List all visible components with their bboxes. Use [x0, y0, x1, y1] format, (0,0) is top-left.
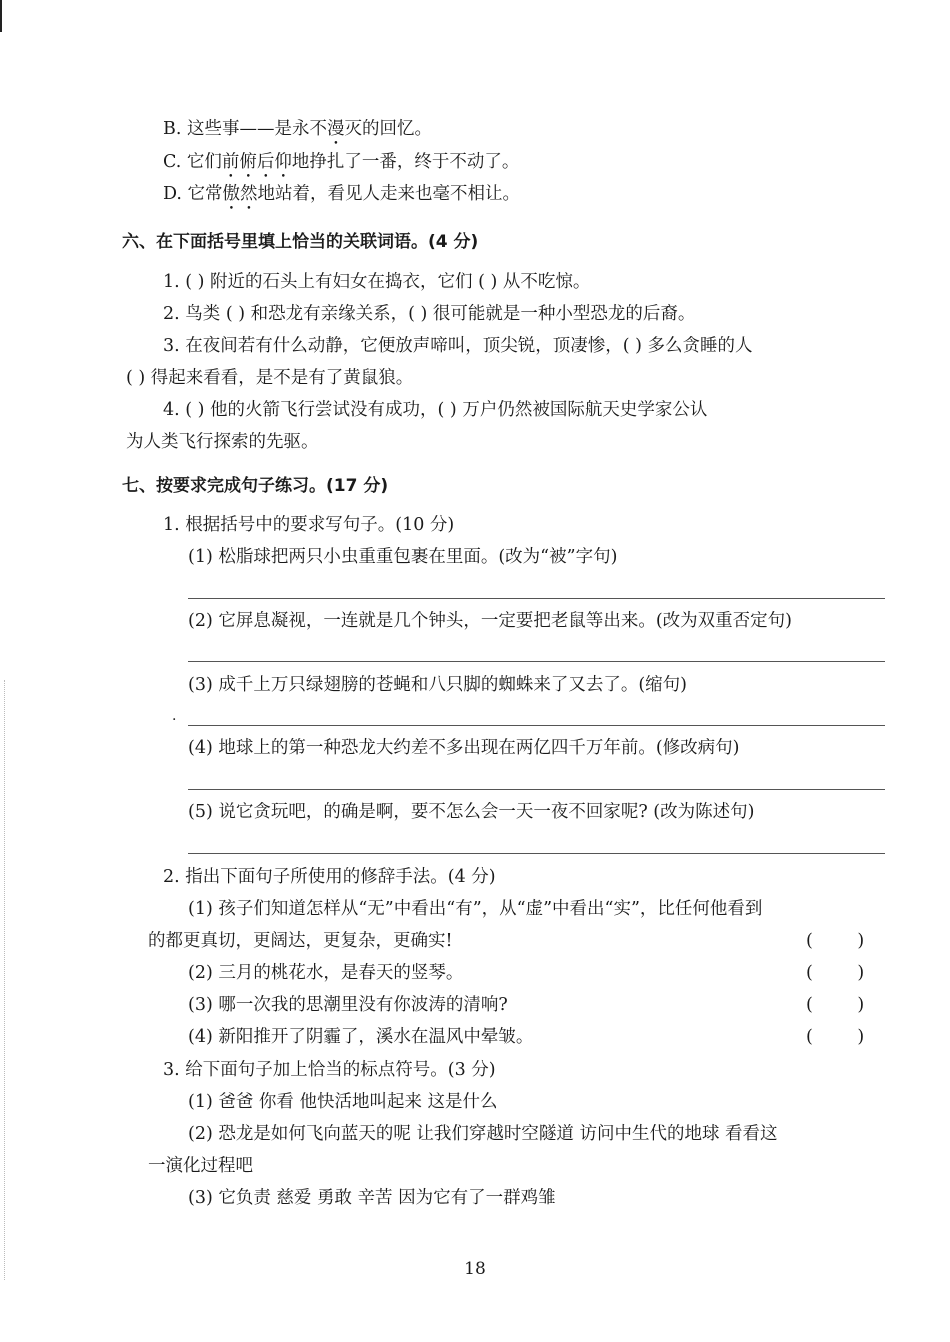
s7-p3-item-1: (1) 爸爸 你看 他快活地叫起来 这是什么 [188, 1092, 498, 1112]
s6-question-3b: ( ) 得起来看看，是不是有了黄鼠狼。 [126, 368, 414, 388]
section-7-heading: 七、按要求完成句子练习。(17 分) [122, 476, 389, 496]
s7-p3-item-2b: 一演化过程吧 [148, 1156, 253, 1176]
s7-part-3-title: 3. 给下面句子加上恰当的标点符号。(3 分) [163, 1060, 496, 1080]
option-b: B. 这些事——是永不漫灭的回忆。 [163, 119, 432, 139]
s6-question-2: 2. 鸟类 ( ) 和恐龙有亲缘关系，( ) 很可能就是一种小型恐龙的后裔。 [163, 304, 696, 324]
s7-p1-item-1: (1) 松脂球把两只小虫重重包裹在里面。(改为“被”字句) [188, 547, 618, 567]
page-edge-mark [0, 0, 2, 32]
answer-line-1[interactable] [188, 598, 885, 599]
answer-line-4[interactable] [188, 789, 885, 790]
answer-paren-3[interactable]: ( ) [806, 995, 865, 1015]
answer-line-5[interactable] [188, 853, 885, 854]
option-c: C. 它们前俯后仰地挣扎了一番，终于不动了。 [163, 152, 520, 172]
s6-question-3a: 3. 在夜间若有什么动静，它便放声啼叫，顶尖锐，顶凄惨，( ) 多么贪睡的人 [163, 336, 753, 356]
left-margin-dots [4, 680, 6, 1280]
answer-line-3[interactable] [188, 725, 885, 726]
answer-paren-1[interactable]: ( ) [806, 931, 865, 951]
s7-p1-item-4: (4) 地球上的第一种恐龙大约差不多出现在两亿四千万年前。(修改病句) [188, 738, 740, 758]
s7-p1-item-3: (3) 成千上万只绿翅膀的苍蝇和八只脚的蜘蛛来了又去了。(缩句) [188, 675, 688, 695]
s7-p2-item-1a: (1) 孩子们知道怎样从“无”中看出“有”，从“虚”中看出“实”，比任何他看到 [188, 899, 763, 919]
option-d: D. 它常傲然地站着，看见人走来也毫不相让。 [163, 184, 521, 204]
s7-p2-item-2: (2) 三月的桃花水，是春天的竖琴。 [188, 963, 464, 983]
s6-question-4a: 4. ( ) 他的火箭飞行尝试没有成功，( ) 万户仍然被国际航天史学家公认 [163, 400, 708, 420]
s7-p3-item-2a: (2) 恐龙是如何飞向蓝天的呢 让我们穿越时空隧道 访问中生代的地球 看看这 [188, 1124, 778, 1144]
s7-p2-item-3: (3) 哪一次我的思潮里没有你波涛的清响? [188, 995, 508, 1015]
s7-part-1-title: 1. 根据括号中的要求写句子。(10 分) [163, 515, 455, 535]
s7-p1-item-2: (2) 它屏息凝视，一连就是几个钟头，一定要把老鼠等出来。(改为双重否定句) [188, 611, 793, 631]
s7-p1-item-5: (5) 说它贪玩吧，的确是啊，要不怎么会一天一夜不回家呢? (改为陈述句) [188, 802, 755, 822]
stray-mark: · [172, 712, 177, 728]
page-number: 18 [464, 1259, 486, 1279]
answer-line-2[interactable] [188, 661, 885, 662]
s7-part-2-title: 2. 指出下面句子所使用的修辞手法。(4 分) [163, 867, 496, 887]
s7-p2-item-4: (4) 新阳推开了阴霾了，溪水在温风中晕皱。 [188, 1027, 534, 1047]
answer-paren-2[interactable]: ( ) [806, 963, 865, 983]
s7-p2-item-1b: 的都更真切，更阔达，更复杂，更确实! [148, 931, 453, 951]
s7-p3-item-3: (3) 它负责 慈爱 勇敢 辛苦 因为它有了一群鸡雏 [188, 1188, 556, 1208]
s6-question-4b: 为人类飞行探索的先驱。 [126, 432, 319, 452]
answer-paren-4[interactable]: ( ) [806, 1027, 865, 1047]
section-6-heading: 六、在下面括号里填上恰当的关联词语。(4 分) [122, 232, 479, 252]
s6-question-1: 1. ( ) 附近的石头上有妇女在捣衣，它们 ( ) 从不吃惊。 [163, 272, 591, 292]
